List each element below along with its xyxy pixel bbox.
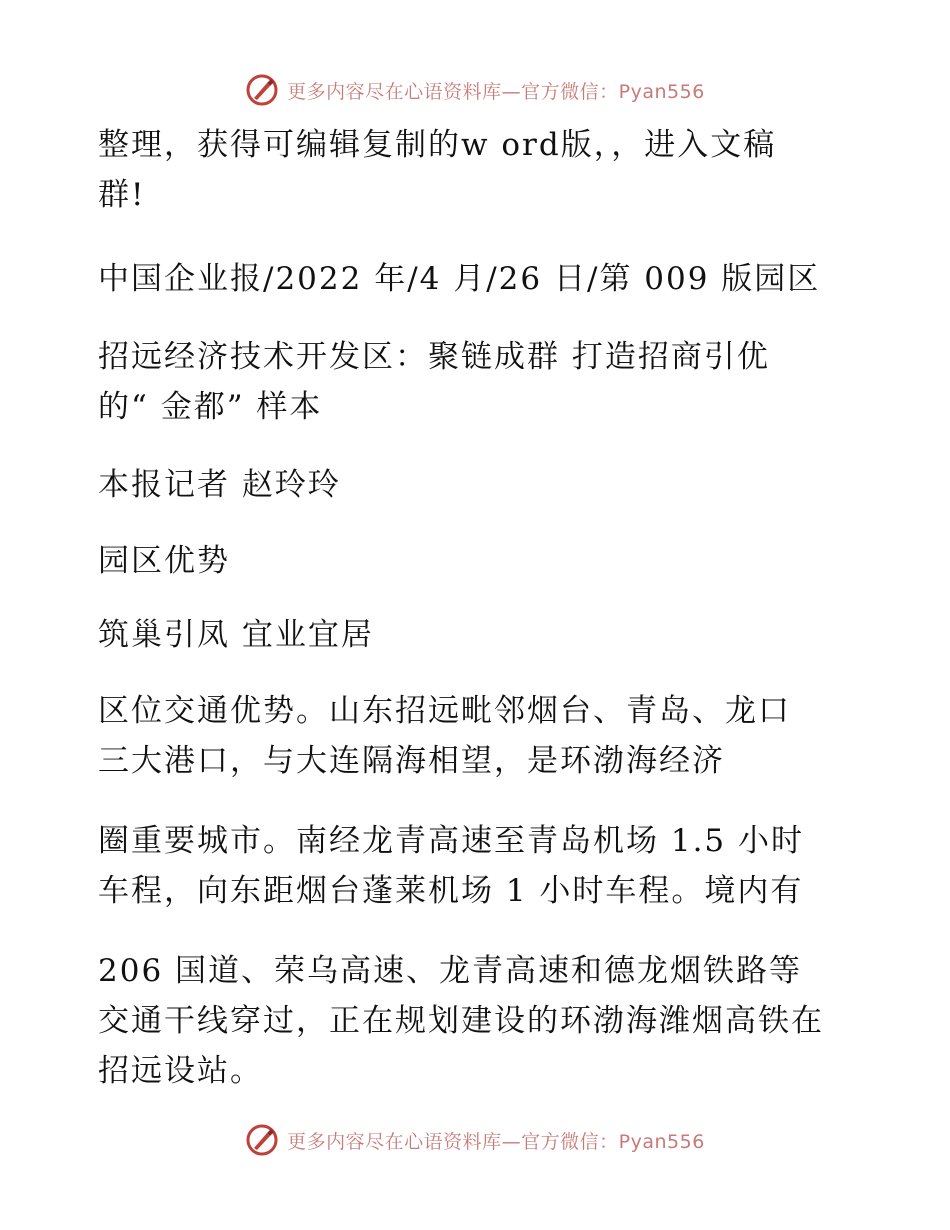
footer-watermark bbox=[0, 1120, 950, 1160]
paragraph-location bbox=[98, 686, 858, 786]
watermark-text: 更多内容尽在心语资料库—官方微信：Pyan556 bbox=[287, 80, 705, 103]
byline bbox=[98, 460, 858, 510]
article-title bbox=[98, 332, 858, 432]
text-line: 本报记者 赵玲玲 bbox=[98, 467, 341, 503]
text-line: 园区优势 bbox=[98, 543, 230, 579]
text-line: 招远设站。 bbox=[98, 1053, 263, 1089]
text-line: 三大港口，与大连隔海相望，是环渤海经济 bbox=[98, 743, 725, 779]
text-line: 车程，向东距烟台蓬莱机场 1 小时车程。境内有 bbox=[98, 873, 804, 909]
paragraph-roads bbox=[98, 946, 858, 1096]
text-line: 圈重要城市。南经龙青高速至青岛机场 1.5 小时 bbox=[98, 823, 805, 859]
pen-logo-icon bbox=[245, 1123, 279, 1157]
subheading bbox=[98, 610, 858, 660]
text-line: 的“ 金都” 样本 bbox=[98, 389, 323, 425]
text-line: 整理，获得可编辑复制的w ord版，，进入文稿 bbox=[98, 127, 777, 163]
text-line: 群! bbox=[98, 177, 146, 213]
text-line: 206 国道、荣乌高速、龙青高速和德龙烟铁路等 bbox=[98, 953, 803, 989]
paragraph-transport bbox=[98, 816, 858, 916]
text-line: 筑巢引凤 宜业宜居 bbox=[98, 617, 374, 653]
header-watermark bbox=[0, 70, 950, 110]
paragraph-source bbox=[98, 254, 858, 304]
text-line: 交通干线穿过，正在规划建设的环渤海潍烟高铁在 bbox=[98, 1003, 824, 1039]
paragraph-intro bbox=[98, 120, 858, 220]
text-line: 区位交通优势。山东招远毗邻烟台、青岛、龙口 bbox=[98, 693, 791, 729]
watermark-text: 更多内容尽在心语资料库—官方微信：Pyan556 bbox=[287, 1130, 705, 1153]
text-line: 招远经济技术开发区：聚链成群 打造招商引优 bbox=[98, 339, 770, 375]
pen-logo-icon bbox=[245, 73, 279, 107]
text-line: 中国企业报/2022 年/4 月/26 日/第 009 版园区 bbox=[98, 261, 821, 297]
section-heading bbox=[98, 536, 858, 586]
